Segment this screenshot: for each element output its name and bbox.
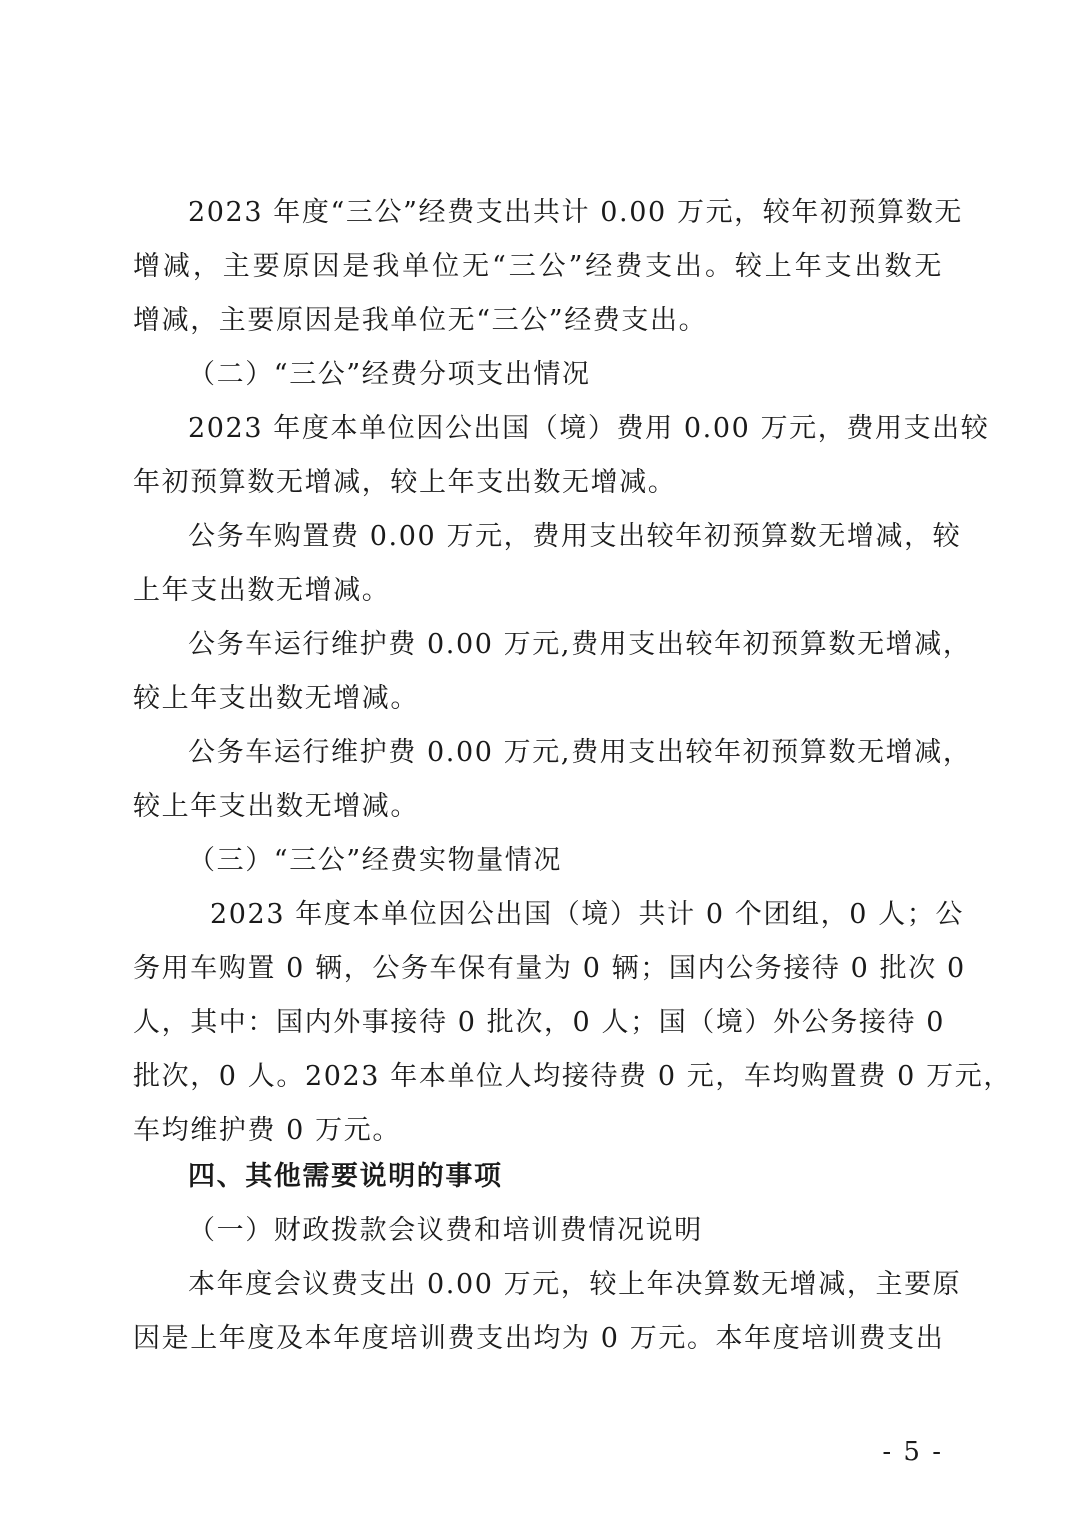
paragraph-line: 2023 年度“三公”经费支出共计 0.00 万元，较年初预算数无: [188, 197, 963, 228]
paragraph-line: 人，其中：国内外事接待 0 批次，0 人；国（境）外公务接待 0: [133, 1007, 946, 1038]
section-heading: 四、其他需要说明的事项: [188, 1161, 503, 1192]
paragraph-line: 因是上年度及本年度培训费支出均为 0 万元。本年度培训费支出: [133, 1323, 945, 1354]
paragraph-line: 较上年支出数无增减。: [133, 683, 419, 714]
paragraph-line: 2023 年度本单位因公出国（境）共计 0 个团组，0 人；公: [210, 899, 964, 930]
paragraph-line: 较上年支出数无增减。: [133, 791, 419, 822]
page-number: - 5 -: [882, 1437, 943, 1467]
paragraph-line: 公务车运行维护费 0.00 万元,费用支出较年初预算数无增减，: [188, 629, 972, 660]
section-subheading: （三）“三公”经费实物量情况: [188, 845, 563, 876]
paragraph-line: 批次，0 人。2023 年本单位人均接待费 0 元，车均购置费 0 万元，: [133, 1061, 1012, 1092]
paragraph-line: 公务车购置费 0.00 万元，费用支出较年初预算数无增减，较: [188, 521, 962, 552]
paragraph-line: 务用车购置 0 辆，公务车保有量为 0 辆；国内公务接待 0 批次 0: [133, 953, 966, 984]
paragraph-line: 上年支出数无增减。: [133, 575, 391, 606]
paragraph-line: 公务车运行维护费 0.00 万元,费用支出较年初预算数无增减，: [188, 737, 972, 768]
paragraph-line: 增减，主要原因是我单位无“三公”经费支出。较上年支出数无: [133, 251, 943, 282]
paragraph-line: 2023 年度本单位因公出国（境）费用 0.00 万元，费用支出较: [188, 413, 990, 444]
section-subheading: （一）财政拨款会议费和培训费情况说明: [188, 1215, 703, 1246]
paragraph-line: 年初预算数无增减，较上年支出数无增减。: [133, 467, 677, 498]
paragraph-line: 本年度会议费支出 0.00 万元，较上年决算数无增减，主要原: [188, 1269, 962, 1300]
section-subheading: （二）“三公”经费分项支出情况: [188, 359, 591, 390]
paragraph-line: 增减，主要原因是我单位无“三公”经费支出。: [133, 305, 708, 336]
paragraph-line: 车均维护费 0 万元。: [133, 1115, 401, 1146]
